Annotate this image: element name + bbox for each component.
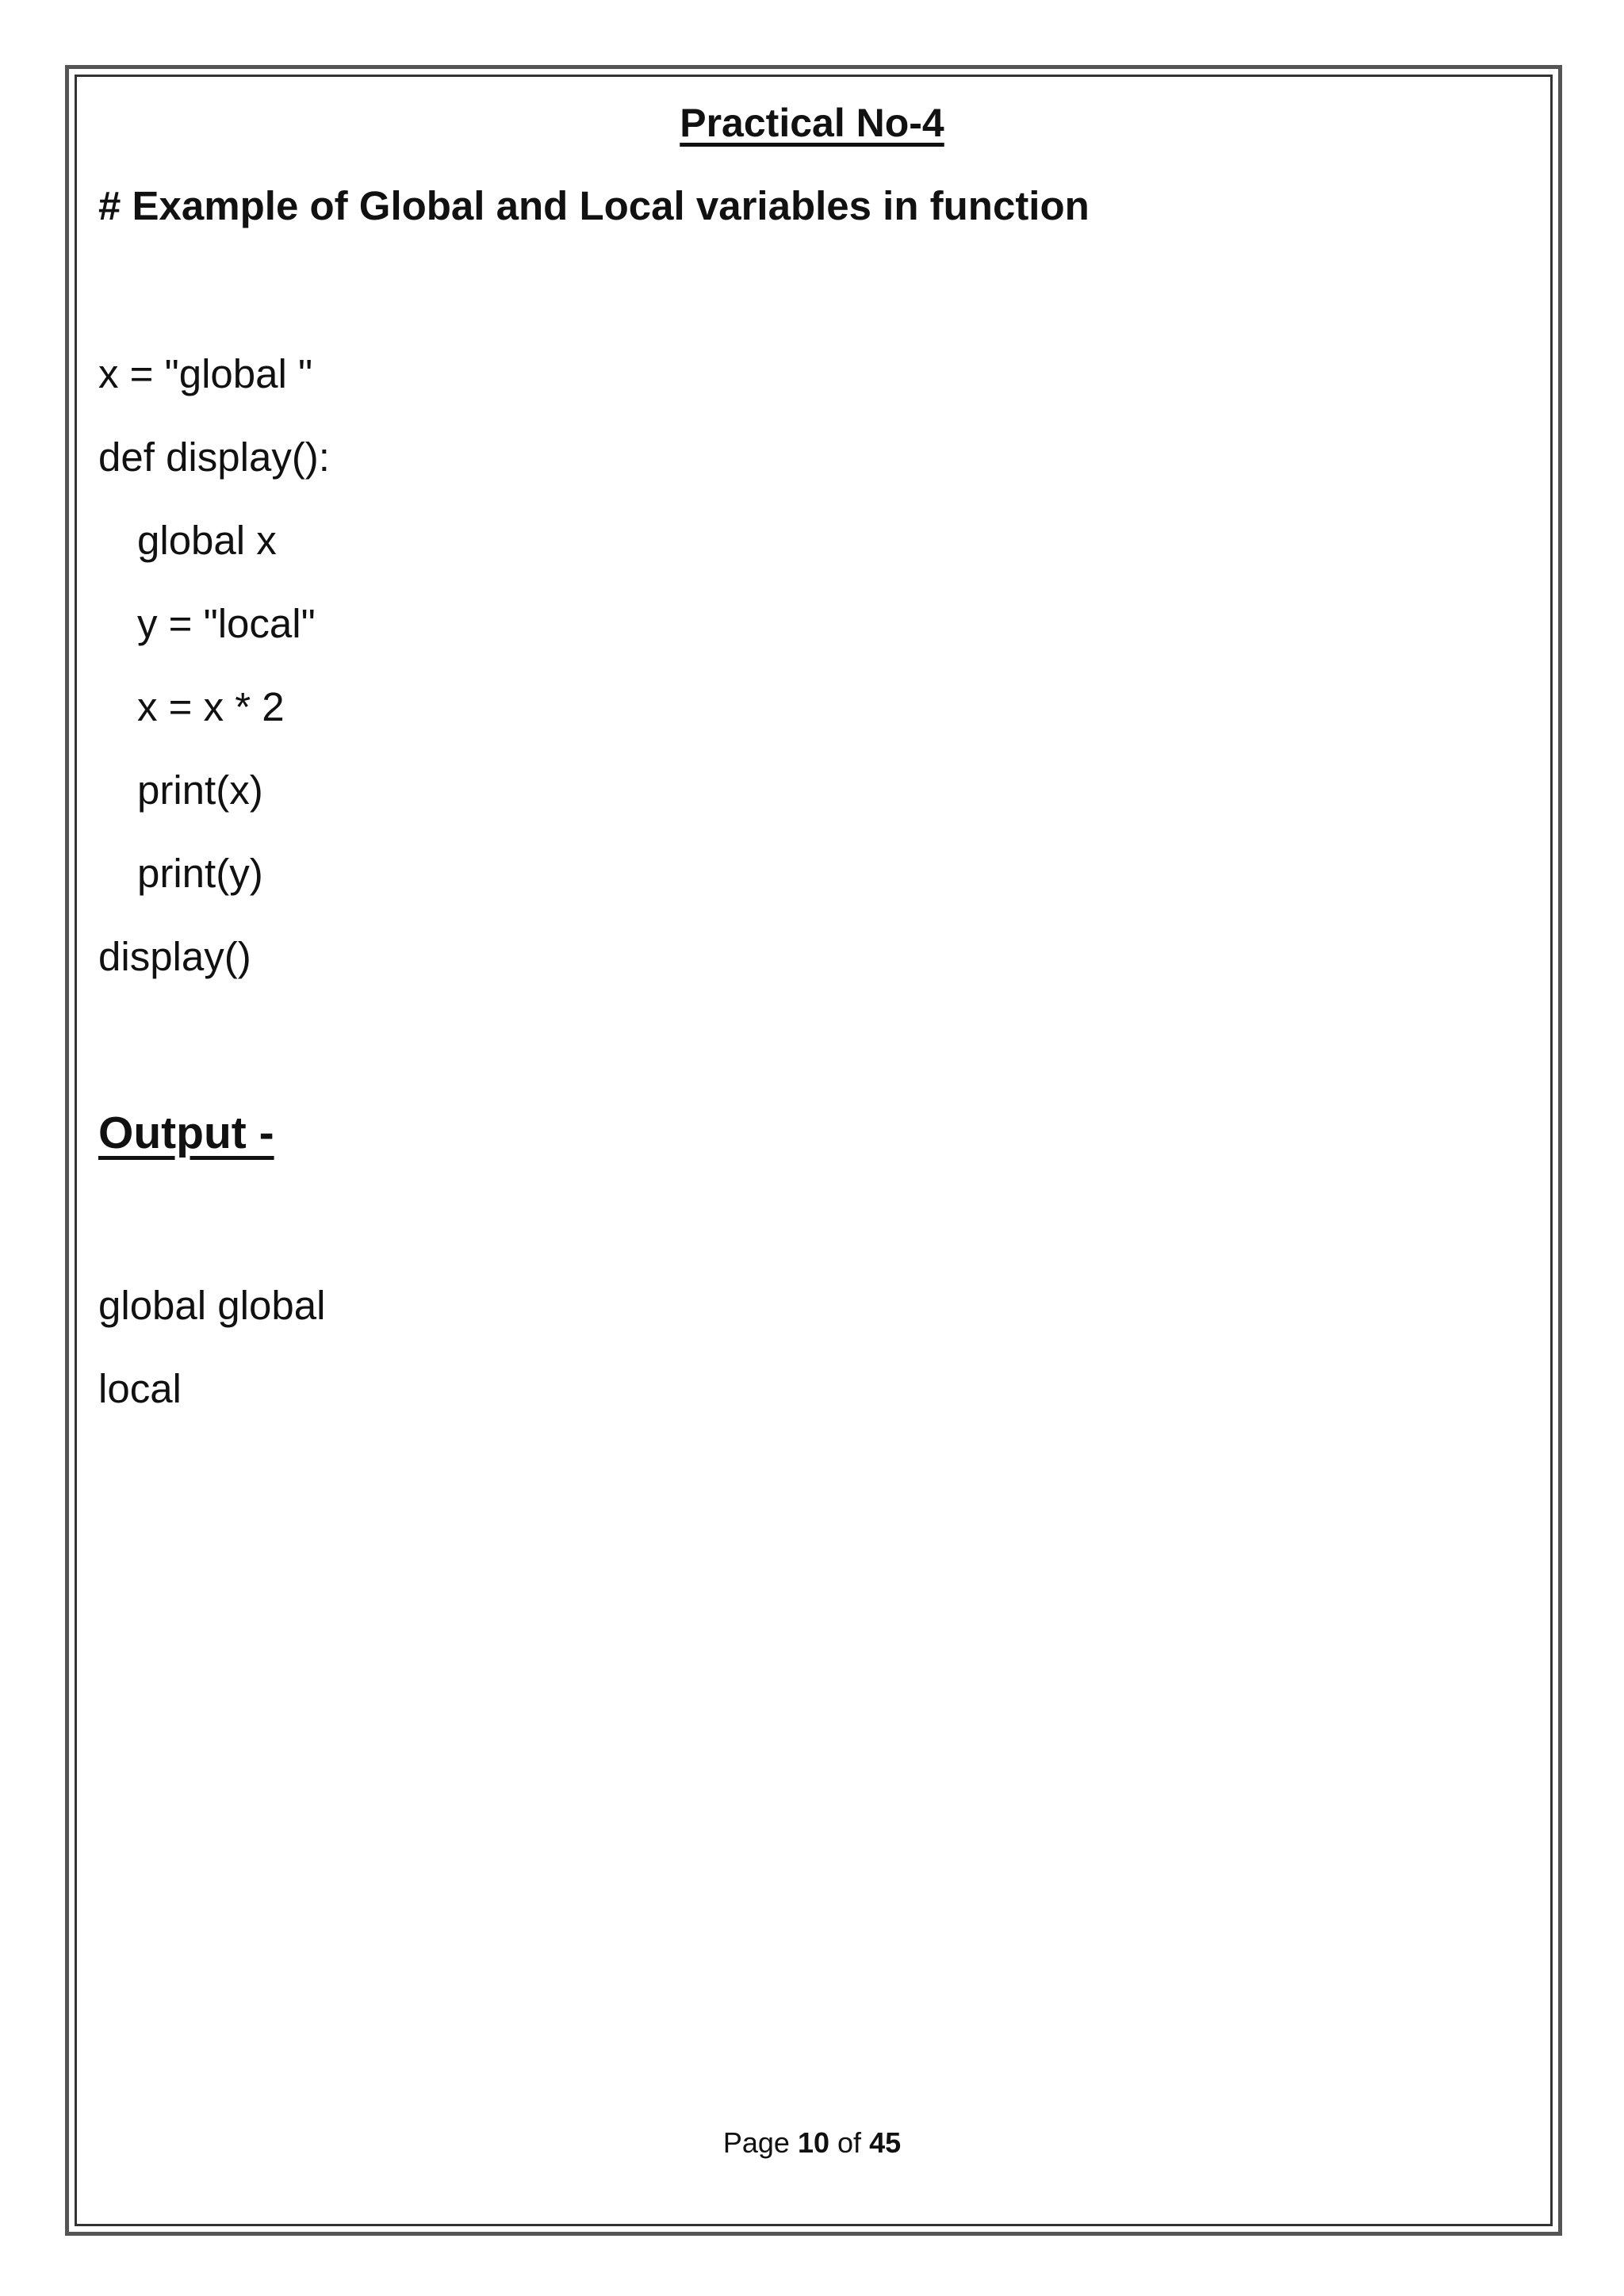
- code-line: x = x * 2: [137, 684, 285, 729]
- code-line: display(): [98, 934, 251, 979]
- output-heading: Output -: [98, 1108, 274, 1158]
- page-border-inner: [75, 75, 1553, 2226]
- current-page-number: 10: [797, 2126, 830, 2159]
- total-pages-number: 45: [869, 2126, 902, 2159]
- code-line: x = "global ": [98, 351, 313, 396]
- example-heading: # Example of Global and Local variables in function: [98, 183, 1090, 228]
- code-line: def display():: [98, 434, 330, 480]
- code-line: global x: [137, 518, 277, 563]
- of-label: of: [837, 2126, 862, 2159]
- code-line: y = "local": [137, 601, 316, 646]
- output-line: global global: [98, 1283, 326, 1328]
- code-line: print(x): [137, 767, 263, 813]
- page-label: Page: [722, 2126, 790, 2159]
- page-footer: [0, 2126, 1624, 2160]
- code-line: print(y): [137, 851, 263, 896]
- practical-title: Practical No-4: [680, 101, 944, 145]
- output-line: local: [98, 1366, 182, 1411]
